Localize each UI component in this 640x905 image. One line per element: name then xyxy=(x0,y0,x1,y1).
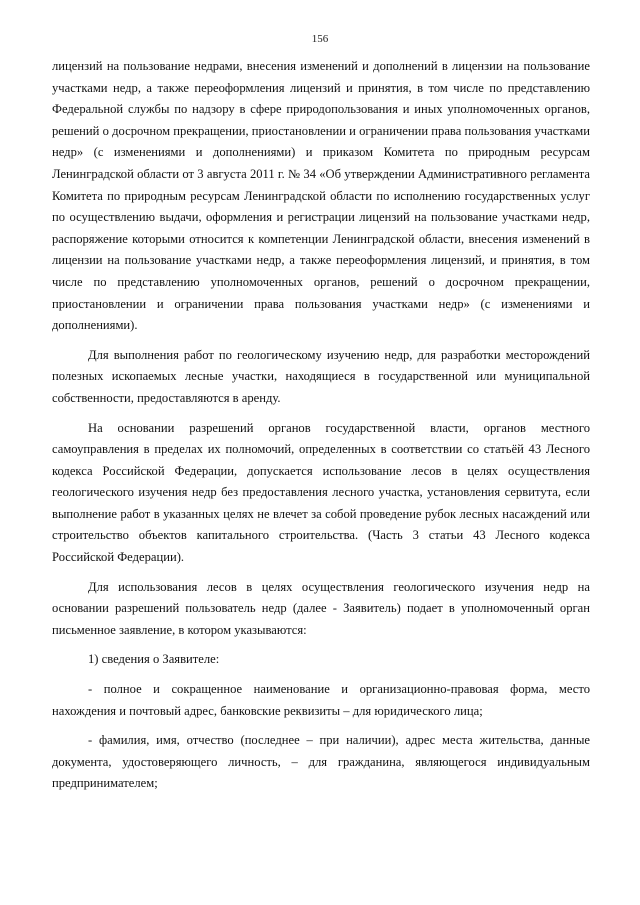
list-item-individual: - фамилия, имя, отчество (последнее – при наличии), адрес места жительства, данные документа, удостоверяющего личность, – для гражданина, являющегося индивидуальным предпринимателем; xyxy=(52,733,590,791)
document-body xyxy=(52,56,590,795)
list-item-legal-entity: - полное и сокращенное наименование и организационно-правовая форма, место нахождения и почтовый адрес, банковские реквизиты – для юридического лица; xyxy=(52,682,590,718)
paragraph-application: Для использования лесов в целях осуществления геологического изучения недр на основании разрешений пользователь недр (далее - Заявитель) подает в уполномоченный орган письменное заявление, в котором указываются: xyxy=(52,579,590,637)
paragraph-forest-lease: Для выполнения работ по геологическому изучению недр, для разработки месторождений полезных ископаемых лесные участки, находящиеся в государственной или муниципальной собственности, предоставляются в аренду. xyxy=(52,347,590,405)
paragraph-permits: На основании разрешений органов государственной власти, органов местного самоуправления в пределах их полномочий, определенных в соответствии со статьёй 43 Лесного кодекса Российской Федерации, допускается использование лесов в целях осуществления геологического изучения недр без предоставления лесного участка, установления сервитута, если выполнение работ в указанных целях не влечет за собой проведение рубок лесных насаждений или строительство объектов капитального строительства. (Часть 3 статьи 43 Лесного кодекса Российской Федерации). xyxy=(52,420,590,565)
list-item-applicant-info: 1) сведения о Заявителе: xyxy=(88,652,220,667)
page-number: 156 xyxy=(311,33,329,45)
paragraph-continuation: лицензий на пользование недрами, внесения изменений и дополнений в лицензии на пользование участками недр, а также переоформления лицензий и принятия, в том числе по представлению Федеральной службы по надзору в сфере природопользования и иных уполномоченных органов, решений о досрочном прекращении, приостановлении и ограничении права пользования участками недр» (с изменениями и дополнениями) и приказом Комитета по природным ресурсам Ленинградской области от 3 августа 2011 г. № 34 «Об утверждении Административного регламента Комитета по природным ресурсам Ленинградской области по исполнению государственных услуг по осуществлению выдачи, оформления и регистрации лицензий на пользование участками недр, распоряжение которыми относится к компетенции Ленинградской области, внесения изменений в лицензии на пользование участками недр, а также переоформления лицензий, и принятия, в том числе по представлению уполномоченных органов, решений о досрочном прекращении, приостановлении и ограничении права пользования участками недр» (с изменениями и дополнениями). xyxy=(52,59,590,333)
